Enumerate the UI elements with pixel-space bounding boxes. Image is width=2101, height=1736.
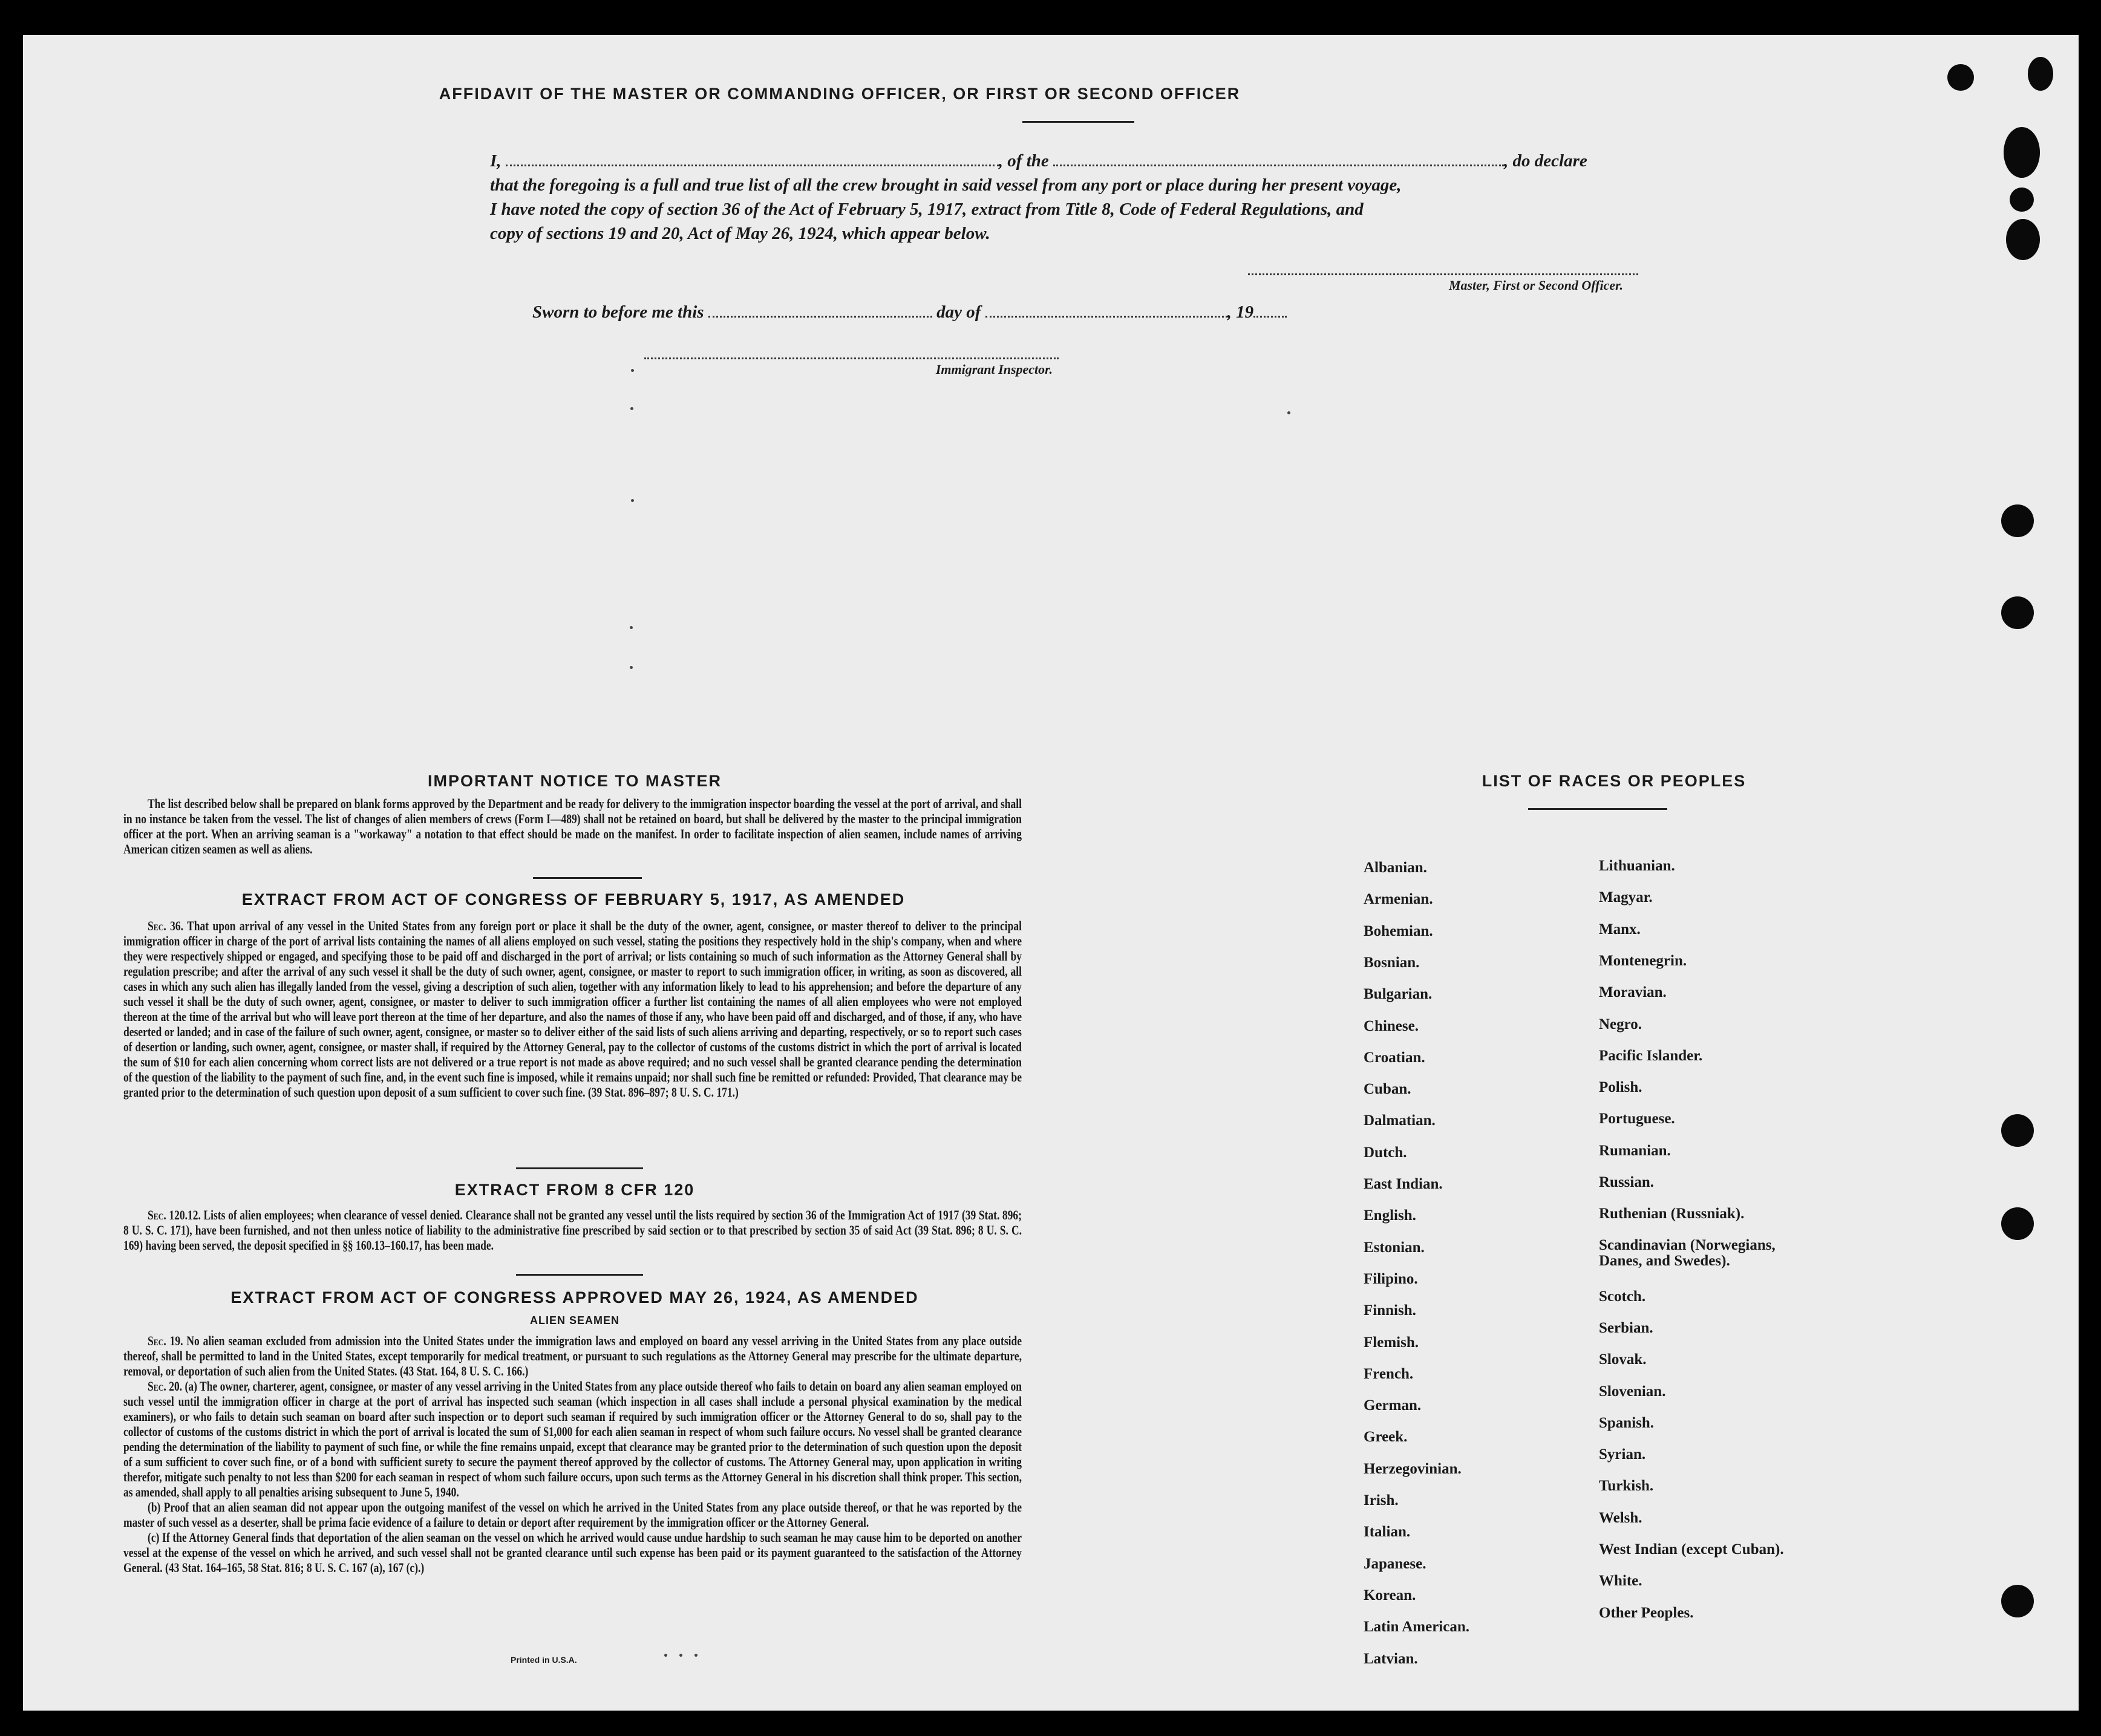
- master-caption: Master, First or Second Officer.: [1448, 278, 1623, 293]
- declaration-line-4: copy of sections 19 and 20, Act of May 26, 1924, which appear below.: [490, 224, 990, 243]
- race-item: Moravian.: [1599, 984, 1667, 1001]
- punch-hole: [2001, 1585, 2034, 1617]
- race-item: Flemish.: [1364, 1334, 1419, 1351]
- sec-120-12-text: Lists of alien employees; when clearance of vessel denied. Clearance shall not be granted any vessel until the lists required by section 36 of the Immigration Act of 1917 (39 Stat. 896; 8 U. S. C. 171), have been furnished, and not then unless notice of liability to the administrative fine prescribed by said section or to that prescribed by section 35 of said Act (39 Stat. 896; 8 U. S. C. 169) having been served, the deposit specified in §§ 160.13–160.17, has been made.: [123, 1207, 1022, 1253]
- race-item: West Indian (except Cuban).: [1599, 1541, 1784, 1558]
- punch-hole: [2004, 127, 2040, 178]
- notice-title: IMPORTANT NOTICE TO MASTER: [428, 772, 722, 790]
- sworn-day-of: day of: [936, 302, 981, 322]
- extract-1917-text: [123, 918, 1022, 1100]
- extract-cfr-rule: [516, 1274, 643, 1276]
- race-item: Latvian.: [1364, 1650, 1418, 1667]
- affidavit-title: AFFIDAVIT OF THE MASTER OR COMMANDING OFFICER, OR FIRST OR SECOND OFFICER: [439, 85, 1241, 103]
- declaration-line-1: [490, 149, 1652, 173]
- extract-cfr-title: EXTRACT FROM 8 CFR 120: [454, 1181, 695, 1199]
- race-item: Turkish.: [1599, 1478, 1654, 1495]
- race-item: Pacific Islander.: [1599, 1047, 1703, 1064]
- sec-20b-text: (b) Proof that an alien seaman did not appear upon the outgoing manifest of the vessel on which he arrived in the United States from any place outside thereof, or that he was reported by the master of such vessel as a deserter, shall be prima facie evidence of a failure to detain or deport after requirement by the immigration officer or the Attorney General.: [123, 1499, 1022, 1530]
- notice-text: [123, 796, 1022, 857]
- race-item: Slovak.: [1599, 1351, 1647, 1368]
- race-item: Welsh.: [1599, 1509, 1642, 1526]
- race-item: Herzegovinian.: [1364, 1460, 1462, 1477]
- inspector-signature-line[interactable]: [644, 357, 1059, 359]
- race-item: East Indian.: [1364, 1176, 1443, 1192]
- vessel-blank[interactable]: [1053, 150, 1504, 166]
- declaration-line-3: I have noted the copy of section 36 of the Act of February 5, 1917, extract from Title 8, Code of Federal Regulations, and: [490, 200, 1364, 219]
- sworn-text: Sworn to before me this: [532, 302, 704, 322]
- race-item: Irish.: [1364, 1492, 1399, 1509]
- declaration-of-the: , of the: [998, 151, 1049, 171]
- race-item: Croatian.: [1364, 1049, 1425, 1066]
- race-item: Japanese.: [1364, 1555, 1426, 1572]
- races-rule: [1528, 808, 1667, 810]
- inspector-caption: Immigrant Inspector.: [935, 362, 1053, 377]
- race-item: Rumanian.: [1599, 1142, 1671, 1159]
- race-item: Estonian.: [1364, 1239, 1425, 1256]
- race-item: Scotch.: [1599, 1288, 1646, 1305]
- race-item: Syrian.: [1599, 1446, 1646, 1463]
- punch-hole: [1947, 64, 1974, 91]
- race-item: English.: [1364, 1207, 1416, 1224]
- extract-cfr-text: [123, 1207, 1022, 1253]
- race-item: Cuban.: [1364, 1081, 1411, 1098]
- sworn-year: , 19: [1227, 302, 1254, 322]
- notice-paragraph: The list described below shall be prepared on blank forms approved by the Department and be ready for delivery to the immigration inspector boarding the vessel at the port of arrival, and shall in no instance be taken from the vessel. The list of changes of alien members of crews (Form I—489) shall not be retained on board, but shall be delivered by the master to the principal immigration officer at the port. When an arriving seaman is a "workaway" a notation to that effect should be made on the manifest. In order to facilitate inspection of alien seamen, include names of arriving American citizen seamen as well as aliens.: [123, 796, 1022, 857]
- race-item: White.: [1599, 1573, 1642, 1590]
- punch-hole: [2001, 596, 2034, 629]
- extract-1917-title: EXTRACT FROM ACT OF CONGRESS OF FEBRUARY 5, 1917, AS AMENDED: [241, 890, 906, 909]
- punch-hole: [2001, 1114, 2034, 1147]
- printed-in-usa: Printed in U.S.A.: [511, 1655, 577, 1665]
- sworn-day-blank[interactable]: [708, 301, 932, 318]
- extract-1924-title: EXTRACT FROM ACT OF CONGRESS APPROVED MAY 26, 1924, AS AMENDED: [230, 1288, 919, 1307]
- sworn-month-blank[interactable]: [985, 301, 1227, 318]
- extract-1924-text: [123, 1333, 1022, 1575]
- sec-20-label: Sec. 20.: [148, 1379, 183, 1394]
- sec-36-text: That upon arrival of any vessel in the United States from any foreign port or place it shall be the duty of the owner, agent, consignee, or master thereof to deliver to the principal immigration officer in charge of the port of arrival lists containing the names of all aliens employed on such vessel, stating the positions they respectively hold in the ship's company, when and where they were respectively shipped or engaged, and specifying those to be paid off and discharged in the port of arrival; or lists containing so much of such information as the Attorney General shall by regulation prescribe; and after the arrival of any such vessel it shall be the duty of such owner, agent, consignee, or master to report to such immigration officer, in writing, as soon as discovered, all cases in which any such alien has illegally landed from the vessel, giving a description of such alien, together with any information likely to lead to his apprehension; and before the departure of any such vessel it shall be the duty of such owner, agent, consignee, or master to deliver to such immigration officer a further list containing the names of all alien employees who were not employed thereon at the time of the arrival but who will leave port thereon at the time of her departure, and also the names of those if any, who have been paid off and discharged, and of those, if any, who have deserted or landed; and in case of the failure of such owner, agent, consignee, or master so to deliver either of the said lists of such aliens arriving and departing, respectively, or so to report such cases of desertion or landing, such owner, agent, consignee, or master shall, if required by the Attorney General, pay to the collector of customs of the customs district in which the port of arrival is located the sum of $10 for each alien concerning whom correct lists are not delivered or a true report is not made as above required; and no such vessel shall be granted clearance pending the determination of the question of the liability to the payment of such fine, and, in the event such fine is imposed, while it remains unpaid; nor shall such fine be remitted or refunded: Provided, That clearance may be granted prior to the determination of such question upon deposit of a sum sufficient to cover such fine. (39 Stat. 896–897; 8 U. S. C. 171.): [123, 918, 1022, 1100]
- sec-19-label: Sec. 19.: [148, 1333, 183, 1348]
- race-item: Korean.: [1364, 1587, 1416, 1604]
- race-item: Lithuanian.: [1599, 858, 1675, 874]
- race-item: Portuguese.: [1599, 1111, 1675, 1127]
- title-rule: [1022, 121, 1134, 123]
- declaration: [490, 149, 1652, 246]
- race-item: Serbian.: [1599, 1319, 1653, 1336]
- race-item: Finnish.: [1364, 1302, 1416, 1319]
- race-item: Albanian.: [1364, 860, 1427, 876]
- name-blank[interactable]: [506, 150, 999, 166]
- sworn-line: [532, 300, 1287, 324]
- race-item: Dutch.: [1364, 1144, 1407, 1161]
- declaration-line-2: that the foregoing is a full and true list of all the crew brought in said vessel from any port or place during her present voyage,: [490, 175, 1402, 195]
- declaration-do-declare: , do declare: [1504, 151, 1587, 171]
- race-item: Armenian.: [1364, 891, 1433, 908]
- race-item: Bohemian.: [1364, 922, 1433, 939]
- punch-hole: [2001, 504, 2034, 537]
- race-item: German.: [1364, 1397, 1422, 1414]
- race-item: Chinese.: [1364, 1017, 1419, 1034]
- races-title: LIST OF RACES OR PEOPLES: [1482, 772, 1746, 790]
- form-page: [23, 35, 2079, 1711]
- punch-hole: [2028, 57, 2053, 91]
- race-item: Dalmatian.: [1364, 1112, 1436, 1129]
- sec-20c-text: (c) If the Attorney General finds that deportation of the alien seaman on the vessel on which he arrived would cause undue hardship to such seaman he may cause him to be deported on another vessel at the expense of the vessel on which he arrived, and such vessel shall not be granted clearance until such expense has been paid or its payment guaranteed to the satisfaction of the Attorney General. (43 Stat. 164–165, 58 Stat. 816; 8 U. S. C. 167 (a), 167 (c).): [123, 1530, 1022, 1575]
- extract-1917-rule: [516, 1167, 643, 1169]
- sworn-year-blank[interactable]: [1253, 301, 1287, 318]
- master-signature-line[interactable]: [1248, 273, 1638, 275]
- race-item: Slovenian.: [1599, 1383, 1666, 1400]
- race-item: Montenegrin.: [1599, 952, 1687, 969]
- race-item: Polish.: [1599, 1079, 1642, 1096]
- sec-19-text: No alien seaman excluded from admission into the United States under the immigration laws and employed on board any vessel arriving in the United States from any place outside thereof, shall be permitted to land in the United States, except temporarily for medical treatment, or pursuant to such regulations as the Attorney General may prescribe for the ultimate departure, removal, or deportation of such alien from the United States. (43 Stat. 164, 8 U. S. C. 166.): [123, 1333, 1022, 1379]
- race-item: Bosnian.: [1364, 954, 1420, 971]
- sec-120-12-label: Sec. 120.12.: [148, 1207, 201, 1222]
- notice-rule: [533, 877, 642, 879]
- race-item: Magyar.: [1599, 889, 1653, 906]
- race-item: Bulgarian.: [1364, 986, 1433, 1003]
- race-item: Spanish.: [1599, 1414, 1655, 1431]
- sec-36-label: Sec. 36.: [148, 918, 184, 933]
- race-item: Other Peoples.: [1599, 1604, 1694, 1621]
- race-item: Negro.: [1599, 1016, 1642, 1033]
- race-item: Italian.: [1364, 1524, 1411, 1541]
- race-item: Ruthenian (Russniak).: [1599, 1206, 1745, 1222]
- sec-20a-text: (a) The owner, charterer, agent, consignee, or master of any vessel arriving in the United States from any place outside thereof who fails to detain on board any alien seaman employed on such vessel until the immigration officer in charge at the port of arrival has inspected such seaman (which inspection in all cases shall include a personal physical examination by the medical examiners), or who fails to detain such seaman on board after such inspection or to deport such seaman if required by such immigration officer or the Attorney General to do so, shall pay to the collector of customs of the customs district in which the port of arrival is located the sum of $1,000 for each alien seaman in respect of whom such failure occurs. No vessel shall be granted clearance pending the determination of the liability to payment of such fine, or while the fine remains unpaid, except that clearance may be granted prior to the determination of such question upon the deposit of a sum sufficient to cover such fine, or of a bond with sufficient surety to secure the payment thereof approved by the collector of customs. The Attorney General may, upon application in writing therefor, mitigate such penalty to not less than $200 for each seaman in respect of whom such failure occurs, upon such terms as the Attorney General in his discretion shall think proper. This section, as amended, shall apply to all penalties arising subsequent to June 5, 1940.: [123, 1379, 1022, 1499]
- race-item: Filipino.: [1364, 1270, 1418, 1287]
- race-item: Greek.: [1364, 1429, 1408, 1446]
- punch-hole: [2010, 188, 2034, 212]
- race-item: Manx.: [1599, 921, 1641, 938]
- punch-hole: [2001, 1207, 2034, 1240]
- declaration-i: I,: [490, 151, 502, 171]
- race-item: Latin American.: [1364, 1619, 1469, 1636]
- race-item: Russian.: [1599, 1174, 1655, 1190]
- alien-seamen-subtitle: ALIEN SEAMEN: [529, 1314, 619, 1326]
- race-item: Scandinavian (Norwegians, Danes, and Swedes).: [1599, 1236, 1776, 1269]
- punch-hole: [2006, 219, 2040, 260]
- race-item: French.: [1364, 1365, 1414, 1382]
